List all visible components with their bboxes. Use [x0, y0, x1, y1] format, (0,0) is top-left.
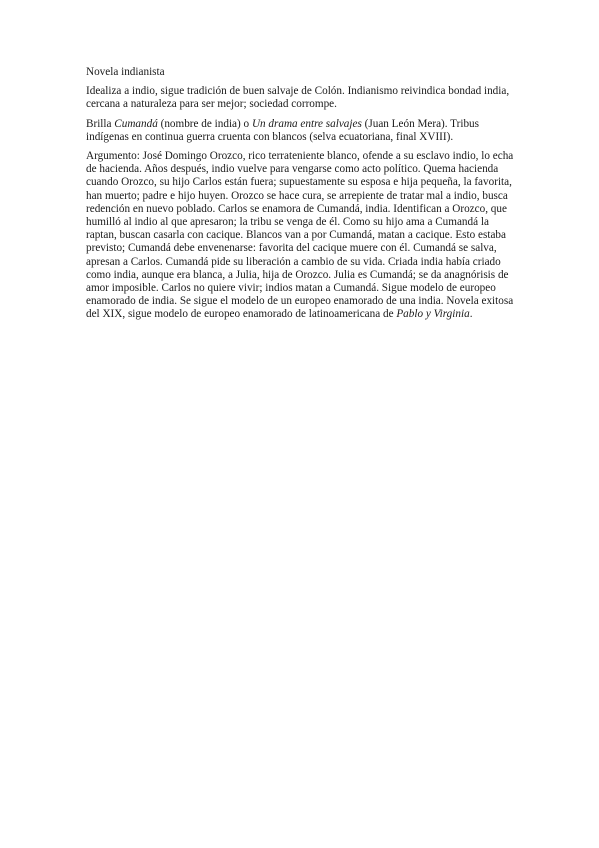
paragraph-text: Brilla: [86, 117, 115, 130]
paragraph-text: (Juan León Mera). Tribus indígenas en continua guerra cruenta con blancos (selva ecuatoriana, final XVIII).: [86, 117, 479, 143]
paragraph-works: [86, 118, 518, 144]
paragraph-intro: [86, 85, 518, 111]
section-heading: Novela indianista: [86, 66, 165, 78]
paragraph-text: Idealiza a indio, sigue tradición de buen salvaje de Colón. Indianismo reivindica bondad india, cercana a naturaleza para ser mejor; sociedad corrompe.: [86, 85, 510, 111]
document-body: [86, 66, 518, 328]
book-title: Pablo y Virginia: [396, 308, 470, 321]
book-title: Un drama entre salvajes: [251, 117, 362, 130]
paragraph-plot: [86, 150, 518, 322]
paragraph-text: Argumento: José Domingo Orozco, rico terrateniente blanco, ofende a su esclavo indio, lo echa de hacienda. Años después, indio vuelve para vengarse como acto político. Quema hacienda cuando Orozco, su hijo Carlos están fuera; supuestamente su esposa e hija pequeña, la favorita, han muerto; padre e hijo huyen. Orozco se hace cura, se arrepiente de tratar mal a indio, busca redención en nuevo poblado. Carlos se enamora de Cumandá, india. Identifican a Orozco, que humilló al indio al que apresaron; la tribu se venga de él. Como su hijo ama a Cumandá la raptan, buscan casarla con cacique. Blancos van a por Cumandá, matan a cacique. Esto estaba previsto; Cumandá debe envenenarse: favorita del cacique muere con él. Cumandá se salva, apresan a Carlos. Cumandá pide su liberación a cambio de su vida. Criada india había criado como india, aunque era blanca, a Julia, hija de Orozco. Julia es Cumandá; se da anagnórisis de amor imposible. Carlos no quiere vivir; indios matan a Cumandá. Sigue modelo de europeo enamorado de india. Se sigue el modelo de un europeo enamorado de una india. Novela exitosa del XIX, sigue modelo de europeo enamorado de latinoamericana de: [86, 150, 514, 321]
paragraph-text: (nombre de india) o: [157, 117, 252, 130]
paragraph-text: .: [469, 308, 473, 321]
book-title: Cumandá: [114, 117, 158, 130]
